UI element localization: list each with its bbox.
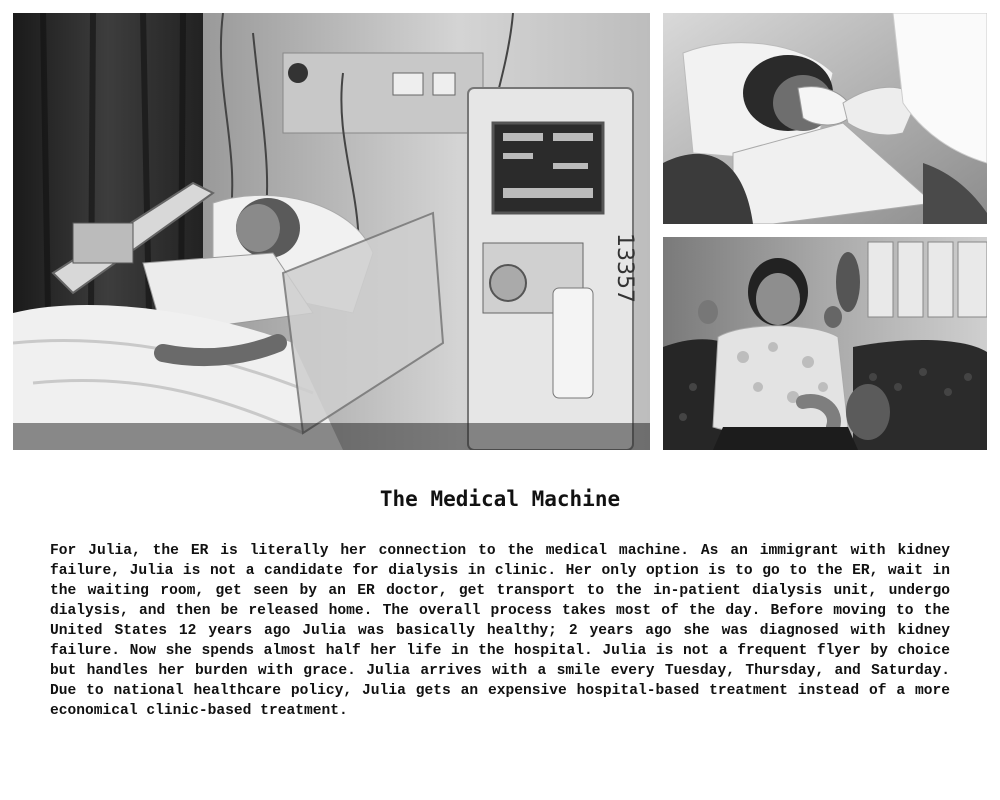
dialysis-bed-photo [13,13,650,450]
mask-closeup-photo [663,13,987,224]
waiting-room-portrait-photo [663,237,987,450]
article-body: For Julia, the ER is literally her connection to the medical machine. As an immigrant with kidney failure, Julia is not a candidate for dialysis in clinic. Her only option is to go to the ER, wait in the waiting room, get seen by an ER doctor, get transport to the in-patient dialysis unit, undergo dialysis, and then be released home. The overall process takes most of the day. Before moving to the United States 12 years ago Julia was basically healthy; 2 years ago she was diagnosed with kidney failure. Now she spends almost half her life in the hospital. Julia is not a frequent flyer by choice but handles her burden with grace. Julia arrives with a smile every Tuesday, Thursday, and Saturday. Due to national healthcare policy, Julia gets an expensive hospital-based treatment instead of a more economical clinic-based treatment. [50,543,950,719]
article-title: The Medical Machine [379,487,621,511]
waiting-room-portrait-illustration [663,237,987,450]
mask-closeup-illustration [663,13,987,224]
machine-number-label: 13357 [612,233,637,303]
dialysis-bed-illustration [13,13,650,450]
